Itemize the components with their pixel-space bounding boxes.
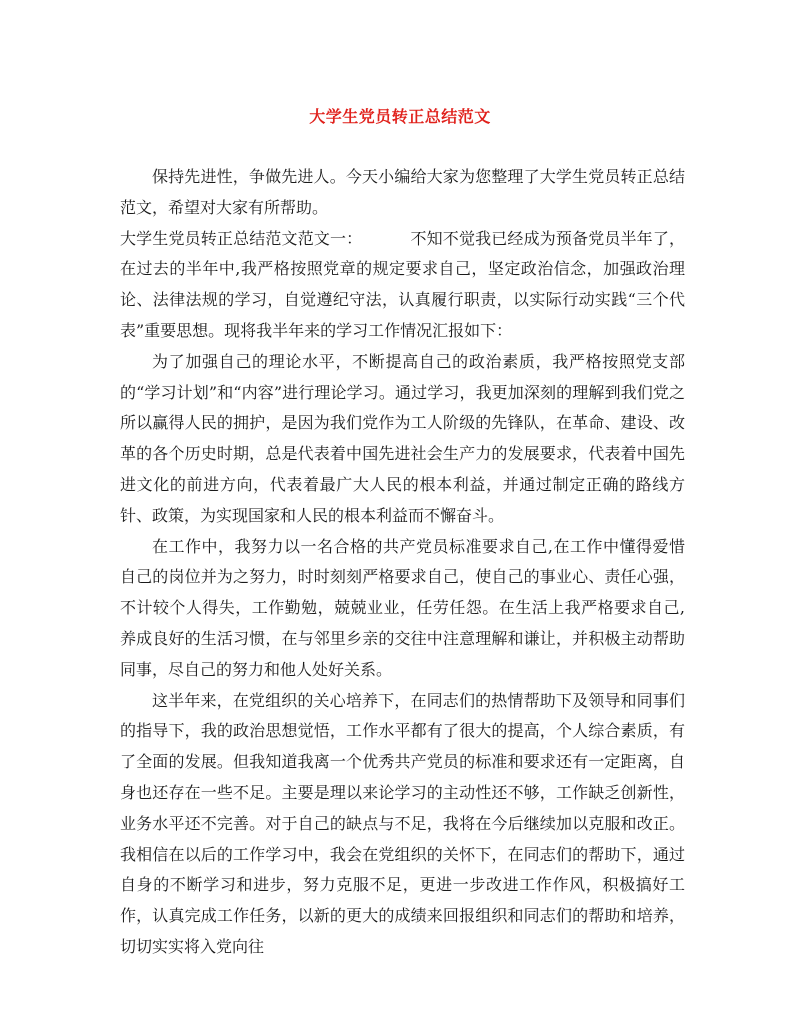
paragraph-work: 在工作中，我努力以一名合格的共产党员标准要求自己,在工作中懂得爱惜自己的岗位并为之努力，时时刻刻严格要求自己，使自己的事业心、责任心强，不计较个人得失，工作勤勉，兢兢业业，任劳任怨。在生活上我严格要求自己,养成良好的生活习惯，在与邻里乡亲的交往中注意理解和谦让，并积极主动帮助同事，尽自己的努力和他人处好关系。	[120, 536, 685, 679]
paragraph-theory: 为了加强自己的理论水平，不断提高自己的政治素质，我严格按照党支部的“学习计划”和“内容”进行理论学习。通过学习，我更加深刻的理解到我们党之所以赢得人民的拥护，是因为我们党作为工人阶级的先锋队，在革命、建设、改革的各个历史时期，总是代表着中国先进社会生产力的发展要求，代表着中国先进文化的前进方向，代表着最广大人民的根本利益，并通过制定正确的路线方针、政策，为实现国家和人民的根本利益而不懈奋斗。	[120, 351, 685, 525]
document-body	[120, 162, 685, 963]
section-one-text: 不知不觉我已经成为预备党员半年了，在过去的半年中,我严格按照党章的规定要求自己，坚定政治信念，加强政治理论、法律法规的学习，自觉遵纪守法，认真履行职责，以实际行动实践“三个代表”重要思想。现将我半年来的学习工作情况汇报如下：	[120, 228, 685, 340]
paragraph-section-one	[120, 224, 685, 347]
paragraph-intro: 保持先进性，争做先进人。今天小编给大家为您整理了大学生党员转正总结范文，希望对大家有所帮助。	[120, 167, 685, 217]
section-heading: 大学生党员转正总结范文范文一：	[120, 228, 363, 248]
document-title: 大学生党员转正总结范文	[309, 107, 491, 126]
paragraph-summary: 这半年来，在党组织的关心培养下，在同志们的热情帮助下及领导和同事们的指导下，我的政治思想觉悟，工作水平都有了很大的提高，个人综合素质，有了全面的发展。但我知道我离一个优秀共产党员的标准和要求还有一定距离，自身也还存在一些不足。主要是理以来论学习的主动性还不够，工作缺乏创新性，业务水平还不完善。对于自己的缺点与不足，我将在今后继续加以克服和改正。我相信在以后的工作学习中，我会在党组织的关怀下，在同志们的帮助下，通过自身的不断学习和进步，努力克服不足，更进一步改进工作作风，积极搞好工作，认真完成工作任务，以新的更大的成绩来回报组织和同志们的帮助和培养，切切实实将入党向往	[120, 690, 685, 956]
